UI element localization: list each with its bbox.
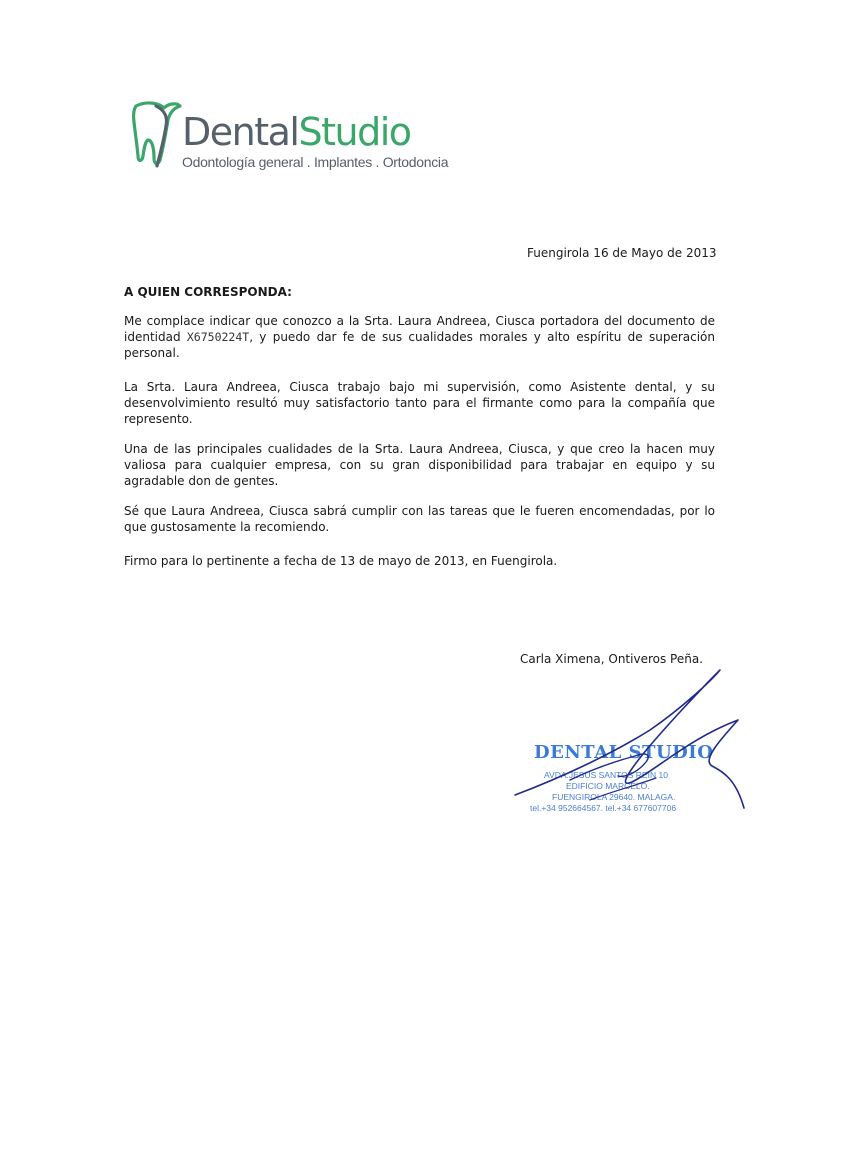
letter-date: Fuengirola 16 de Mayo de 2013 — [527, 246, 717, 260]
stamp-phone-line: tel.+34 952664567. tel.+34 677607706 — [530, 803, 677, 813]
handwritten-signature — [420, 660, 760, 840]
stamp-building-line: EDIFICIO MARCELO. — [566, 781, 650, 791]
paragraph-5: Firmo para lo pertinente a fecha de 13 de mayo de 2013, en Fuengirola. — [124, 554, 558, 568]
salutation: A QUIEN CORRESPONDA: — [124, 285, 292, 299]
brand-name-part2: Studio — [298, 110, 411, 154]
stamp-city-line: FUENGIROLA 29640. MALAGA. — [552, 792, 676, 802]
identity-number: X6750224T — [186, 330, 250, 344]
paragraph-3: Una de las principales cualidades de la Srta. Laura Andreea, Ciusca, y que creo la hacen muy valiosa para cualquier empresa, con su gran disponibilidad para trabajar en equipo y su agradable don de gentes. — [124, 442, 715, 488]
paragraph-2: La Srta. Laura Andreea, Ciusca trabajo bajo mi supervisión, como Asistente dental, y su desenvolvimiento resultó muy satisfactorio tanto para el firmante como para la compañía que represento. — [124, 380, 715, 426]
paragraph-1-end: , y puedo dar fe de sus cualidades morales y alto espíritu de superación personal. — [124, 330, 715, 360]
signer-name: Carla Ximena, Ontiveros Peña. — [520, 652, 703, 666]
paragraph-4: Sé que Laura Andreea, Ciusca sabrá cumplir con las tareas que le fueren encomendadas, por lo que gustosamente la recomiendo. — [124, 504, 715, 534]
tooth-icon — [130, 100, 182, 174]
brand-tagline: Odontología general . Implantes . Ortodoncia — [182, 154, 449, 170]
paragraph-1-start: Me complace indicar que conozco a la Srta. Laura Andreea, Ciusca portadora del documento de identidad — [124, 314, 715, 344]
stamp-address-line: AVDA.JESUS SANTOS REIN 10 — [544, 770, 668, 780]
brand-name — [182, 108, 411, 156]
brand-name-part1: Dental — [182, 110, 299, 154]
paragraph-1 — [124, 313, 715, 361]
stamp-title: DENTAL STUDIO — [534, 742, 714, 763]
dental-studio-logo — [130, 100, 470, 180]
